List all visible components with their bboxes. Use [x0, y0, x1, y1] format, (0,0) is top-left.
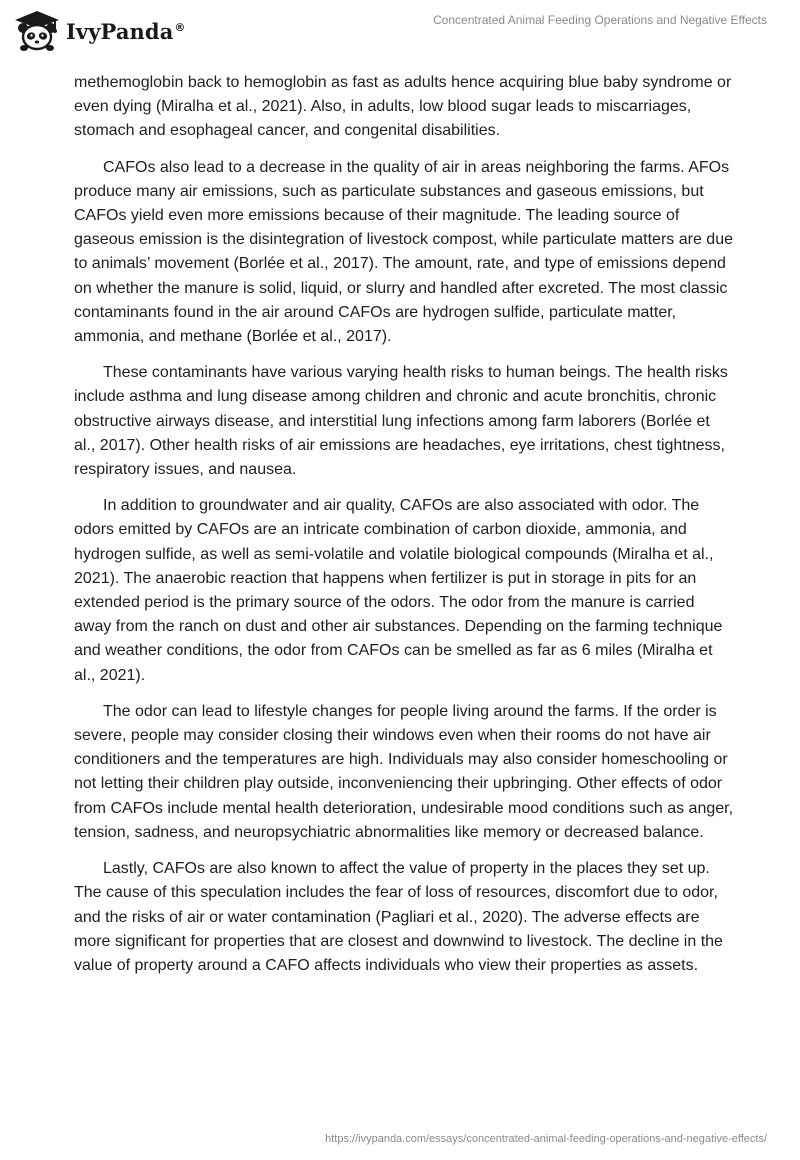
source-url-link[interactable]: https://ivypanda.com/essays/concentrated-animal-feeding-operations-and-negative-effects/ [325, 1133, 767, 1145]
paragraph: In addition to groundwater and air quality, CAFOs are also associated with odor. The odors emitted by CAFOs are an intricate combination of carbon dioxide, ammonia, and hydrogen sulfide, as well as semi-volatile and volatile biological compounds (Miralha et al., 2021). The anaerobic reaction that happens when fertilizer is put in storage in pits for an extended period is the primary source of the odors. The odor from the manure is carried away from the ranch on dust and other air substances. Depending on the farming technique and weather conditions, the odor from CAFOs can be smelled as far as 6 miles (Miralha et al., 2021). [74, 497, 723, 684]
essay-body [74, 71, 734, 990]
page-header [0, 0, 800, 60]
paragraph: The odor can lead to lifestyle changes for people living around the farms. If the order is severe, people may consider closing their windows even when their rooms do not have air conditioners and the temperatures are high. Individuals may also consider homeschooling or not letting their children play outside, inconveniencing their upbringing. Other effects of odor from CAFOs include mental health deterioration, undesirable mood conditions such as anger, tension, sadness, and neuropsychiatric abnormalities like memory or decreased balance. [74, 702, 734, 841]
paragraph: methemoglobin back to hemoglobin as fast as adults hence acquiring blue baby syndrome or even dying (Miralha et al., 2021). Also, in adults, low blood sugar leads to miscarriages, stomach and esophageal cancer, and congenital disabilities. [74, 74, 732, 140]
paragraph: These contaminants have various varying health risks to human beings. The health risks include asthma and lung disease among children and chronic and acute bronchitis, chronic obstructive airways disease, and interstitial lung infections among farm laborers (Borlée et al., 2017). Other health risks of air emissions are headaches, eye irritations, chest tightness, respiratory issues, and nausea. [74, 364, 728, 479]
panda-graduation-cap-icon [14, 9, 60, 53]
brand-logo[interactable] [14, 8, 186, 54]
document-title: Concentrated Animal Feeding Operations and Negative Effects [433, 13, 767, 27]
paragraph: CAFOs also lead to a decrease in the quality of air in areas neighboring the farms. AFOs produce many air emissions, such as particulate substances and gaseous emissions, but CAFOs yield even more emissions because of their magnitude. The leading source of gaseous emission is the disintegration of livestock compost, while particulate matters are due to animals’ movement (Borlée et al., 2017). The amount, rate, and type of emissions depend on whether the manure is solid, liquid, or slurry and handled after excreted. The most classic contaminants found in the air around CAFOs are hydrogen sulfide, particulate matter, ammonia, and methane (Borlée et al., 2017). [74, 158, 733, 346]
registered-mark: ® [174, 20, 186, 34]
paragraph: Lastly, CAFOs are also known to affect the value of property in the places they set up. The cause of this speculation includes the fear of loss of resources, discomfort due to odor, and the risks of air or water contamination (Pagliari et al., 2020). The adverse effects are more significant for properties that are closest and downwind to livestock. The decline in the value of property around a CAFO affects individuals who view their properties as assets. [74, 860, 723, 974]
brand-name: IvyPanda® [66, 18, 186, 44]
